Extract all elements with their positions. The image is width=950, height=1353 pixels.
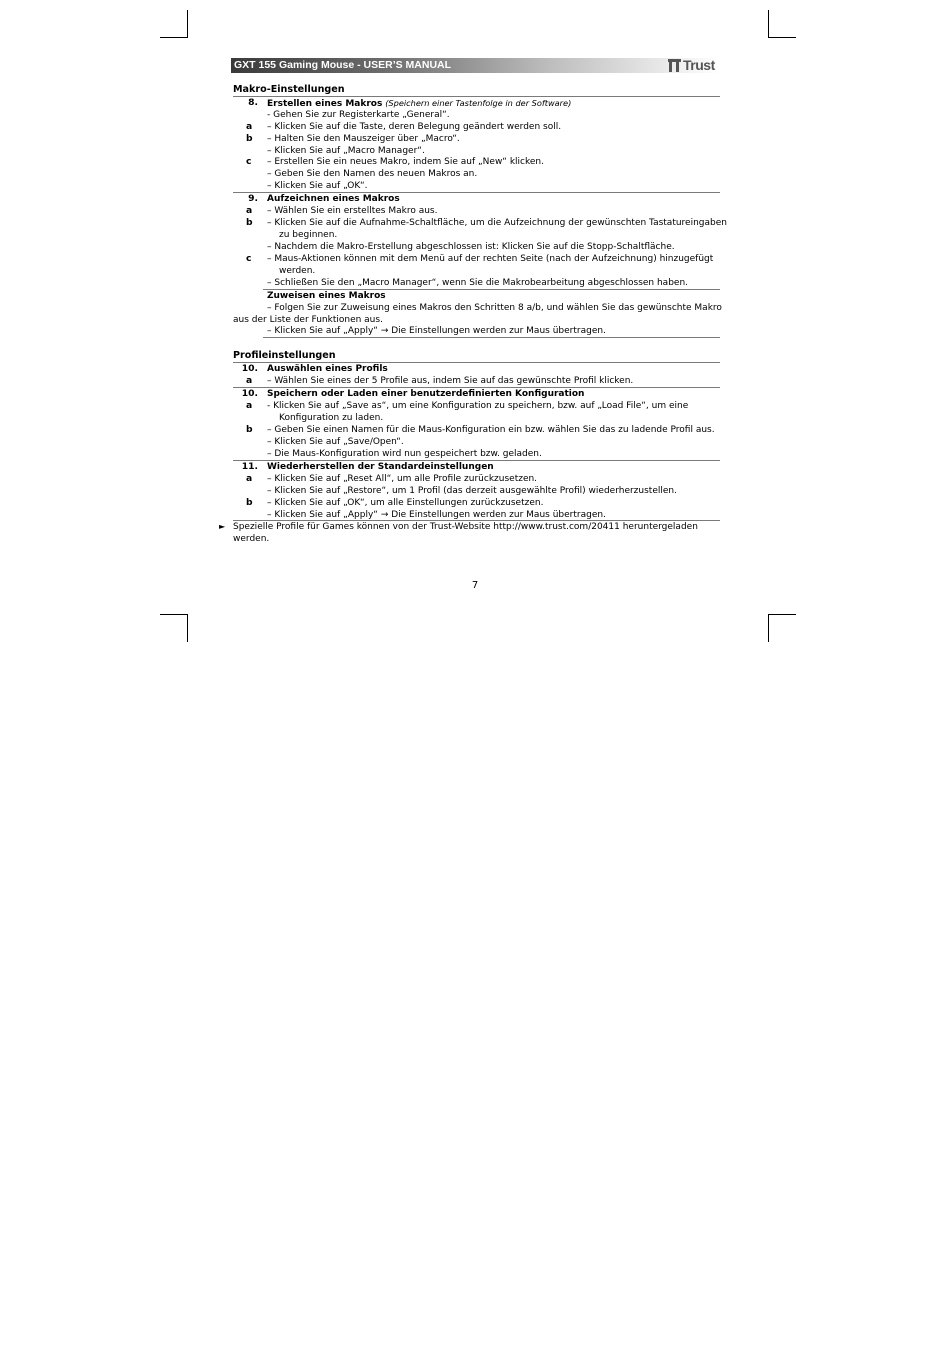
step-line: – Geben Sie den Namen des neuen Makros an. (267, 169, 478, 179)
step-line: - Gehen Sie zur Registerkarte „General“. (267, 110, 450, 120)
crop-mark-bottom-left-h (160, 614, 188, 615)
substep-letter: b (246, 424, 253, 435)
crop-mark-top-right-h (768, 37, 796, 38)
crop-mark-top-right-v (768, 10, 769, 37)
crop-mark-bottom-right-v (768, 614, 769, 642)
manual-header-bar (231, 58, 720, 73)
crop-mark-bottom-right-h (768, 614, 796, 615)
step-subtitle: (Speichern einer Tastenfolge in der Software) (385, 98, 572, 108)
step-line: – Nachdem die Makro-Erstellung abgeschlossen ist: Klicken Sie auf die Stopp-Schaltfläche. (267, 242, 675, 252)
step-line: – Die Maus-Konfiguration wird nun gespeichert bzw. geladen. (267, 449, 542, 459)
step-line: – Klicken Sie auf „Reset All“, um alle Profile zurückzusetzen. (267, 474, 538, 484)
substep-letter: a (246, 121, 253, 132)
section-title-profile: Profileinstellungen (233, 350, 336, 361)
manual-title: GXT 155 Gaming Mouse - USER’S MANUAL (234, 59, 452, 71)
substep-letter: b (246, 217, 253, 228)
step-line: – Geben Sie einen Namen für die Maus-Konfiguration ein bzw. wählen Sie das zu ladende Profil aus. (267, 425, 715, 435)
step-line: – Halten Sie den Mauszeiger über „Macro“. (267, 134, 460, 144)
step-number: 8. (248, 97, 258, 108)
step-line: – Schließen Sie den „Macro Manager“, wenn Sie die Makrobearbeitung abgeschlossen haben. (267, 278, 689, 288)
crop-mark-bottom-left-v (187, 614, 188, 642)
step-line: – Klicken Sie auf „Restore“, um 1 Profil (das derzeit ausgewählte Profil) wiederherzustellen. (267, 486, 677, 496)
step-line: – Klicken Sie auf „OK“, um alle Einstellungen zurückzusetzen. (267, 498, 544, 508)
note-line: Spezielle Profile für Games können von der Trust-Website http://www.trust.com/20411 heruntergeladen (233, 522, 698, 532)
step-rule (263, 337, 720, 338)
step-line: – Klicken Sie auf „Macro Manager“. (267, 146, 425, 156)
step-line: – Wählen Sie ein erstelltes Makro aus. (267, 206, 438, 216)
crop-mark-top-left-h (160, 37, 188, 38)
substep-letter: a (246, 400, 253, 411)
step-line: – Folgen Sie zur Zuweisung eines Makros den Schritten 8 a/b, und wählen Sie das gewünschte Makro (267, 303, 722, 313)
substep-letter: b (246, 497, 253, 508)
step-line: – Klicken Sie auf „Apply“ → Die Einstellungen werden zur Maus übertragen. (267, 326, 606, 336)
note-line: werden. (233, 534, 270, 544)
step-number: 9. (248, 193, 258, 204)
substep-letter: a (246, 375, 253, 386)
step-number: 10. (241, 388, 258, 399)
step-title: Aufzeichnen eines Makros (267, 194, 400, 204)
section-title-macro: Makro-Einstellungen (233, 84, 345, 95)
step-title: Erstellen eines Makros (267, 99, 383, 109)
substep-letter: c (246, 156, 252, 167)
step-line-cont: aus der Liste der Funktionen aus. (233, 315, 383, 325)
trust-logo-text: Trust (683, 57, 715, 73)
step-line: – Klicken Sie auf „Save/Open“. (267, 437, 404, 447)
step-line: – Erstellen Sie ein neues Makro, indem Sie auf „New“ klicken. (267, 157, 544, 167)
step-number: 11. (241, 461, 258, 472)
step-line: – Klicken Sie auf „OK“. (267, 181, 368, 191)
substep-letter: c (246, 253, 252, 264)
step-line: – Wählen Sie eines der 5 Profile aus, indem Sie auf das gewünschte Profil klicken. (267, 376, 634, 386)
step-line: - Klicken Sie auf „Save as“, um eine Konfiguration zu speichern, bzw. auf „Load File“, um eine (267, 401, 689, 411)
page-number: 7 (471, 580, 479, 591)
step-line-cont: werden. (279, 266, 316, 276)
step-line: – Klicken Sie auf „Apply“ → Die Einstellungen werden zur Maus übertragen. (267, 510, 606, 520)
trust-logo (668, 57, 720, 74)
substep-letter: a (246, 205, 253, 216)
substep-letter: b (246, 133, 253, 144)
step-title: Wiederherstellen der Standardeinstellungen (267, 462, 494, 472)
step-title: Auswählen eines Profils (267, 364, 388, 374)
note-bullet-icon: ► (219, 522, 226, 531)
substep-letter: a (246, 473, 253, 484)
step-line-cont: zu beginnen. (279, 230, 338, 240)
step-title: Zuweisen eines Makros (267, 291, 386, 301)
step-title: Speichern oder Laden einer benutzerdefinierten Konfiguration (267, 389, 585, 399)
crop-mark-top-left-v (187, 10, 188, 37)
step-number: 10. (241, 363, 258, 374)
step-line-cont: Konfiguration zu laden. (279, 413, 384, 423)
trust-logo-icon (668, 59, 682, 72)
step-line: – Maus-Aktionen können mit dem Menü auf der rechten Seite (nach der Aufzeichnung) hinzugefügt (267, 254, 714, 264)
step-line: – Klicken Sie auf die Taste, deren Belegung geändert werden soll. (267, 122, 562, 132)
step-line: – Klicken Sie auf die Aufnahme-Schaltfläche, um die Aufzeichnung der gewünschten Tastatureingaben (267, 218, 727, 228)
